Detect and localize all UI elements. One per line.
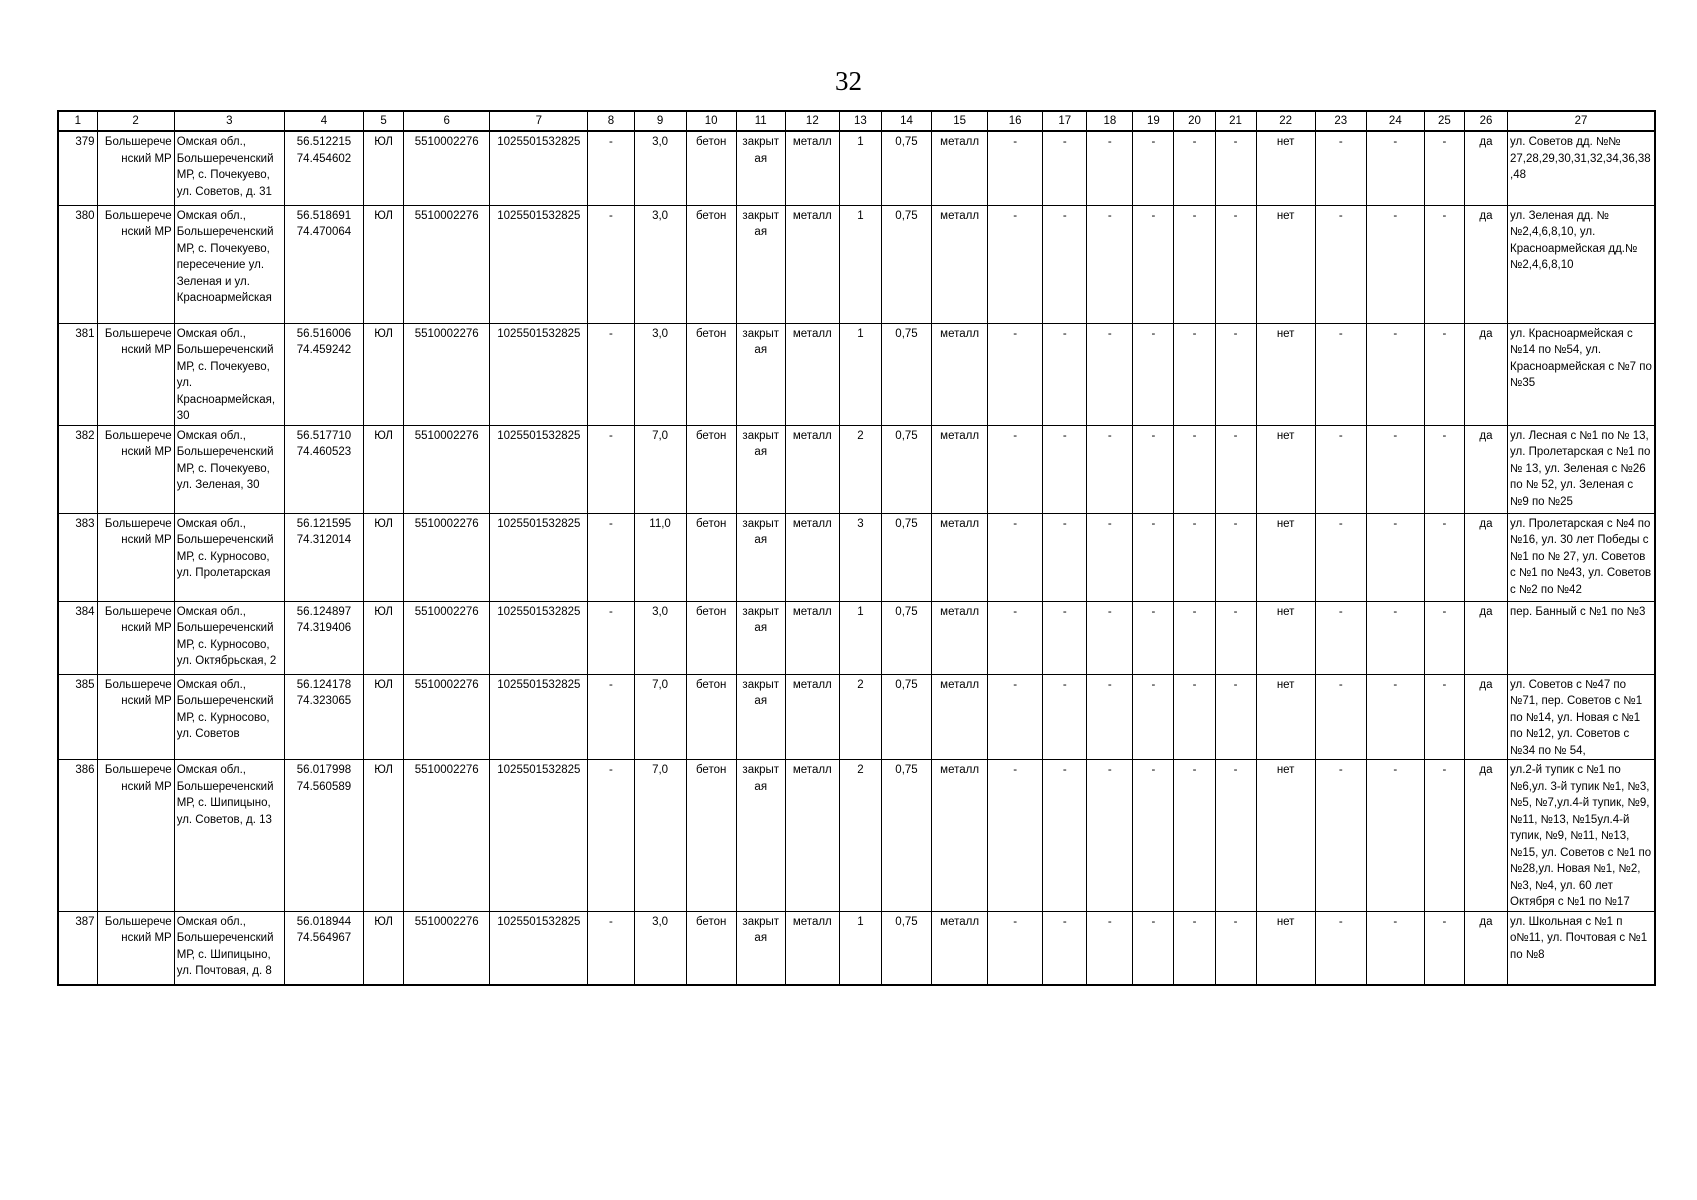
cell-c26: да [1464, 513, 1507, 601]
cell-c15: металл [932, 323, 988, 425]
cell-c24: - [1366, 601, 1424, 674]
cell-address: Омская обл., Большереченский МР, с. Почекуево, пересечение ул. Зеленая и ул. Красноармейская [174, 205, 284, 323]
cell-c12: металл [785, 601, 839, 674]
cell-coords: 56.512215 74.454602 [284, 131, 363, 205]
cell-coords: 56.517710 74.460523 [284, 425, 363, 513]
table-row [58, 323, 1655, 425]
column-header-23: 23 [1315, 111, 1366, 131]
cell-c8: - [588, 674, 634, 760]
cell-c27: ул. Школьная с №1 п о№11, ул. Почтовая с №1 по №8 [1508, 911, 1655, 985]
cell-c15: металл [932, 601, 988, 674]
table-row [58, 674, 1655, 760]
cell-c16: - [988, 425, 1043, 513]
table-row [58, 760, 1655, 912]
column-header-8: 8 [588, 111, 634, 131]
cell-c11: закрыт ая [736, 674, 785, 760]
column-header-9: 9 [634, 111, 686, 131]
cell-c19: - [1133, 601, 1174, 674]
column-header-3: 3 [174, 111, 284, 131]
cell-c27: ул. Зеленая дд. №№2,4,6,8,10, ул. Красноармейская дд.№№2,4,6,8,10 [1508, 205, 1655, 323]
cell-c26: да [1464, 323, 1507, 425]
cell-c17: - [1043, 513, 1087, 601]
cell-c20: - [1174, 131, 1215, 205]
cell-c18: - [1087, 425, 1133, 513]
cell-c13: 1 [839, 323, 881, 425]
cell-c13: 1 [839, 601, 881, 674]
cell-c10: бетон [686, 425, 736, 513]
column-header-7: 7 [490, 111, 588, 131]
cell-c22: нет [1256, 425, 1315, 513]
cell-c25: - [1424, 911, 1464, 985]
cell-c12: металл [785, 760, 839, 912]
cell-coords: 56.516006 74.459242 [284, 323, 363, 425]
cell-c26: да [1464, 911, 1507, 985]
cell-c13: 1 [839, 911, 881, 985]
cell-c9: 3,0 [634, 601, 686, 674]
cell-district: Большереченский МР [97, 760, 174, 912]
cell-c26: да [1464, 425, 1507, 513]
cell-c19: - [1133, 131, 1174, 205]
column-header-12: 12 [785, 111, 839, 131]
cell-c14: 0,75 [881, 131, 931, 205]
cell-c11: закрыт ая [736, 425, 785, 513]
cell-c10: бетон [686, 760, 736, 912]
cell-c12: металл [785, 425, 839, 513]
cell-c26: да [1464, 760, 1507, 912]
cell-address: Омская обл., Большереченский МР, с. Курносово, ул. Советов [174, 674, 284, 760]
cell-c24: - [1366, 425, 1424, 513]
cell-inn: 5510002276 [404, 323, 490, 425]
cell-c27: ул. Лесная с №1 по № 13, ул. Пролетарская с №1 по № 13, ул. Зеленая с №26 по № 52, ул. Зеленая с №9 по №25 [1508, 425, 1655, 513]
cell-c8: - [588, 131, 634, 205]
table-row [58, 425, 1655, 513]
cell-c25: - [1424, 601, 1464, 674]
cell-num: 381 [58, 323, 97, 425]
cell-c15: металл [932, 131, 988, 205]
cell-c25: - [1424, 513, 1464, 601]
cell-c12: металл [785, 323, 839, 425]
cell-c17: - [1043, 425, 1087, 513]
cell-c8: - [588, 205, 634, 323]
column-header-18: 18 [1087, 111, 1133, 131]
cell-c11: закрыт ая [736, 513, 785, 601]
cell-c14: 0,75 [881, 513, 931, 601]
cell-c23: - [1315, 205, 1366, 323]
column-header-1: 1 [58, 111, 97, 131]
cell-c27: ул. Советов с №47 по №71, пер. Советов с №1 по №14, ул. Новая с №1 по №12, ул. Советов с №34 по № 54, [1508, 674, 1655, 760]
column-header-27: 27 [1508, 111, 1655, 131]
cell-ogrn: 1025501532825 [490, 760, 588, 912]
table-row [58, 131, 1655, 205]
cell-ogrn: 1025501532825 [490, 425, 588, 513]
cell-c9: 3,0 [634, 131, 686, 205]
cell-address: Омская обл., Большереченский МР, с. Почекуево, ул. Зеленая, 30 [174, 425, 284, 513]
cell-c18: - [1087, 205, 1133, 323]
cell-c27: ул. Пролетарская с №4 по №16, ул. 30 лет Победы с №1 по № 27, ул. Советов с №1 по №43, ул. Советов с №2 по №42 [1508, 513, 1655, 601]
cell-ogrn: 1025501532825 [490, 205, 588, 323]
cell-c15: металл [932, 760, 988, 912]
cell-c15: металл [932, 911, 988, 985]
cell-c13: 3 [839, 513, 881, 601]
cell-inn: 5510002276 [404, 425, 490, 513]
cell-c18: - [1087, 131, 1133, 205]
table-row [58, 205, 1655, 323]
column-header-11: 11 [736, 111, 785, 131]
cell-c14: 0,75 [881, 205, 931, 323]
cell-c19: - [1133, 760, 1174, 912]
cell-num: 380 [58, 205, 97, 323]
cell-c13: 2 [839, 674, 881, 760]
cell-inn: 5510002276 [404, 674, 490, 760]
cell-inn: 5510002276 [404, 911, 490, 985]
cell-c16: - [988, 513, 1043, 601]
cell-c23: - [1315, 911, 1366, 985]
cell-owner-type: ЮЛ [364, 425, 404, 513]
cell-coords: 56.518691 74.470064 [284, 205, 363, 323]
cell-c23: - [1315, 425, 1366, 513]
cell-c20: - [1174, 205, 1215, 323]
cell-c19: - [1133, 911, 1174, 985]
cell-c21: - [1215, 323, 1256, 425]
cell-num: 385 [58, 674, 97, 760]
cell-c11: закрыт ая [736, 911, 785, 985]
cell-c14: 0,75 [881, 323, 931, 425]
cell-district: Большереченский МР [97, 323, 174, 425]
column-header-24: 24 [1366, 111, 1424, 131]
cell-c20: - [1174, 911, 1215, 985]
cell-address: Омская обл., Большереченский МР, с. Почекуево, ул. Советов, д. 31 [174, 131, 284, 205]
cell-inn: 5510002276 [404, 205, 490, 323]
cell-c19: - [1133, 205, 1174, 323]
cell-coords: 56.121595 74.312014 [284, 513, 363, 601]
cell-c20: - [1174, 601, 1215, 674]
table-row [58, 601, 1655, 674]
column-header-16: 16 [988, 111, 1043, 131]
cell-c9: 7,0 [634, 425, 686, 513]
cell-c23: - [1315, 674, 1366, 760]
cell-c24: - [1366, 674, 1424, 760]
cell-owner-type: ЮЛ [364, 323, 404, 425]
cell-c25: - [1424, 674, 1464, 760]
cell-c26: да [1464, 205, 1507, 323]
cell-c20: - [1174, 323, 1215, 425]
cell-c16: - [988, 131, 1043, 205]
cell-inn: 5510002276 [404, 513, 490, 601]
cell-c22: нет [1256, 323, 1315, 425]
cell-ogrn: 1025501532825 [490, 674, 588, 760]
cell-c14: 0,75 [881, 601, 931, 674]
cell-c20: - [1174, 425, 1215, 513]
column-header-17: 17 [1043, 111, 1087, 131]
cell-c23: - [1315, 513, 1366, 601]
cell-c13: 2 [839, 760, 881, 912]
cell-district: Большереченский МР [97, 425, 174, 513]
cell-owner-type: ЮЛ [364, 513, 404, 601]
cell-c26: да [1464, 601, 1507, 674]
column-header-10: 10 [686, 111, 736, 131]
cell-c16: - [988, 601, 1043, 674]
cell-c21: - [1215, 760, 1256, 912]
cell-owner-type: ЮЛ [364, 674, 404, 760]
cell-owner-type: ЮЛ [364, 131, 404, 205]
cell-c14: 0,75 [881, 425, 931, 513]
cell-address: Омская обл., Большереченский МР, с. Курносово, ул. Октябрьская, 2 [174, 601, 284, 674]
column-header-2: 2 [97, 111, 174, 131]
cell-c25: - [1424, 323, 1464, 425]
table-body [58, 131, 1655, 985]
cell-c10: бетон [686, 601, 736, 674]
cell-c16: - [988, 674, 1043, 760]
column-header-26: 26 [1464, 111, 1507, 131]
cell-c8: - [588, 513, 634, 601]
cell-c22: нет [1256, 911, 1315, 985]
cell-c17: - [1043, 601, 1087, 674]
cell-c8: - [588, 601, 634, 674]
cell-c19: - [1133, 323, 1174, 425]
cell-owner-type: ЮЛ [364, 911, 404, 985]
cell-c10: бетон [686, 911, 736, 985]
cell-c18: - [1087, 513, 1133, 601]
cell-c25: - [1424, 760, 1464, 912]
cell-c8: - [588, 760, 634, 912]
cell-c15: металл [932, 674, 988, 760]
cell-c9: 11,0 [634, 513, 686, 601]
cell-ogrn: 1025501532825 [490, 601, 588, 674]
cell-c21: - [1215, 674, 1256, 760]
cell-c9: 7,0 [634, 760, 686, 912]
cell-c19: - [1133, 674, 1174, 760]
cell-c23: - [1315, 131, 1366, 205]
cell-c24: - [1366, 205, 1424, 323]
cell-c26: да [1464, 131, 1507, 205]
cell-c25: - [1424, 131, 1464, 205]
cell-c18: - [1087, 674, 1133, 760]
cell-c27: пер. Банный с №1 по №3 [1508, 601, 1655, 674]
cell-c17: - [1043, 323, 1087, 425]
cell-c14: 0,75 [881, 674, 931, 760]
cell-c27: ул. Красноармейская с №14 по №54, ул. Красноармейская с №7 по №35 [1508, 323, 1655, 425]
cell-ogrn: 1025501532825 [490, 911, 588, 985]
column-header-25: 25 [1424, 111, 1464, 131]
cell-c9: 7,0 [634, 674, 686, 760]
cell-c12: металл [785, 674, 839, 760]
cell-c15: металл [932, 205, 988, 323]
cell-c11: закрыт ая [736, 323, 785, 425]
column-header-4: 4 [284, 111, 363, 131]
table-row [58, 911, 1655, 985]
column-header-13: 13 [839, 111, 881, 131]
cell-c24: - [1366, 131, 1424, 205]
cell-c11: закрыт ая [736, 205, 785, 323]
cell-c16: - [988, 760, 1043, 912]
cell-coords: 56.018944 74.564967 [284, 911, 363, 985]
cell-c17: - [1043, 911, 1087, 985]
cell-c15: металл [932, 425, 988, 513]
cell-c18: - [1087, 760, 1133, 912]
cell-owner-type: ЮЛ [364, 205, 404, 323]
header-row [58, 111, 1655, 131]
cell-c17: - [1043, 131, 1087, 205]
cell-c16: - [988, 911, 1043, 985]
cell-num: 383 [58, 513, 97, 601]
cell-c27: ул. Советов дд. №№ 27,28,29,30,31,32,34,36,38,48 [1508, 131, 1655, 205]
column-header-21: 21 [1215, 111, 1256, 131]
cell-c21: - [1215, 205, 1256, 323]
cell-c24: - [1366, 911, 1424, 985]
cell-c12: металл [785, 911, 839, 985]
cell-c14: 0,75 [881, 760, 931, 912]
cell-c21: - [1215, 131, 1256, 205]
cell-c22: нет [1256, 131, 1315, 205]
cell-c14: 0,75 [881, 911, 931, 985]
column-header-20: 20 [1174, 111, 1215, 131]
cell-c20: - [1174, 760, 1215, 912]
cell-address: Омская обл., Большереченский МР, с. Курносово, ул. Пролетарская [174, 513, 284, 601]
column-header-22: 22 [1256, 111, 1315, 131]
cell-district: Большереченский МР [97, 674, 174, 760]
cell-c17: - [1043, 205, 1087, 323]
cell-c10: бетон [686, 674, 736, 760]
cell-c16: - [988, 205, 1043, 323]
cell-num: 384 [58, 601, 97, 674]
cell-c21: - [1215, 425, 1256, 513]
column-header-19: 19 [1133, 111, 1174, 131]
cell-inn: 5510002276 [404, 131, 490, 205]
cell-c23: - [1315, 601, 1366, 674]
cell-c8: - [588, 323, 634, 425]
cell-c27: ул.2-й тупик с №1 по №6,ул. 3-й тупик №1, №3, №5, №7,ул.4-й тупик, №9, №11, №13, №15ул.4-й тупик, №9, №11, №13, №15, ул. Советов с №1 по №28,ул. Новая №1, №2, №3, №4, ул. 60 лет Октября с №1 по №17 [1508, 760, 1655, 912]
cell-c24: - [1366, 323, 1424, 425]
cell-c18: - [1087, 323, 1133, 425]
cell-c12: металл [785, 131, 839, 205]
cell-c18: - [1087, 911, 1133, 985]
cell-ogrn: 1025501532825 [490, 323, 588, 425]
cell-c26: да [1464, 674, 1507, 760]
column-header-5: 5 [364, 111, 404, 131]
cell-c9: 3,0 [634, 205, 686, 323]
cell-c10: бетон [686, 205, 736, 323]
cell-c17: - [1043, 674, 1087, 760]
cell-c22: нет [1256, 760, 1315, 912]
cell-c24: - [1366, 760, 1424, 912]
cell-c22: нет [1256, 513, 1315, 601]
cell-owner-type: ЮЛ [364, 760, 404, 912]
cell-c22: нет [1256, 674, 1315, 760]
cell-c11: закрыт ая [736, 601, 785, 674]
cell-num: 382 [58, 425, 97, 513]
cell-c16: - [988, 323, 1043, 425]
cell-coords: 56.124897 74.319406 [284, 601, 363, 674]
cell-c13: 2 [839, 425, 881, 513]
cell-district: Большереченский МР [97, 131, 174, 205]
cell-coords: 56.017998 74.560589 [284, 760, 363, 912]
cell-c20: - [1174, 513, 1215, 601]
cell-c13: 1 [839, 131, 881, 205]
cell-c9: 3,0 [634, 911, 686, 985]
cell-num: 379 [58, 131, 97, 205]
cell-ogrn: 1025501532825 [490, 131, 588, 205]
cell-c18: - [1087, 601, 1133, 674]
cell-owner-type: ЮЛ [364, 601, 404, 674]
cell-c21: - [1215, 911, 1256, 985]
cell-c17: - [1043, 760, 1087, 912]
cell-c20: - [1174, 674, 1215, 760]
cell-inn: 5510002276 [404, 601, 490, 674]
cell-c8: - [588, 425, 634, 513]
column-header-15: 15 [932, 111, 988, 131]
cell-c25: - [1424, 425, 1464, 513]
cell-c13: 1 [839, 205, 881, 323]
cell-c11: закрыт ая [736, 760, 785, 912]
cell-address: Омская обл., Большереченский МР, с. Почекуево, ул. Красноармейская, 30 [174, 323, 284, 425]
cell-c12: металл [785, 513, 839, 601]
cell-c21: - [1215, 601, 1256, 674]
cell-c19: - [1133, 513, 1174, 601]
cell-district: Большереченский МР [97, 911, 174, 985]
cell-c12: металл [785, 205, 839, 323]
cell-c19: - [1133, 425, 1174, 513]
cell-c24: - [1366, 513, 1424, 601]
cell-c23: - [1315, 760, 1366, 912]
cell-num: 386 [58, 760, 97, 912]
cell-c25: - [1424, 205, 1464, 323]
cell-c22: нет [1256, 601, 1315, 674]
cell-district: Большереченский МР [97, 513, 174, 601]
cell-address: Омская обл., Большереченский МР, с. Шипицыно, ул. Почтовая, д. 8 [174, 911, 284, 985]
container-sites-table [57, 110, 1656, 986]
cell-c10: бетон [686, 513, 736, 601]
cell-c10: бетон [686, 131, 736, 205]
cell-c9: 3,0 [634, 323, 686, 425]
table-row [58, 513, 1655, 601]
column-header-14: 14 [881, 111, 931, 131]
column-header-6: 6 [404, 111, 490, 131]
cell-coords: 56.124178 74.323065 [284, 674, 363, 760]
cell-c22: нет [1256, 205, 1315, 323]
cell-num: 387 [58, 911, 97, 985]
cell-address: Омская обл., Большереченский МР, с. Шипицыно, ул. Советов, д. 13 [174, 760, 284, 912]
cell-district: Большереченский МР [97, 205, 174, 323]
cell-c8: - [588, 911, 634, 985]
cell-c15: металл [932, 513, 988, 601]
cell-c23: - [1315, 323, 1366, 425]
page-number: 32 [835, 66, 862, 96]
cell-c21: - [1215, 513, 1256, 601]
cell-c10: бетон [686, 323, 736, 425]
cell-ogrn: 1025501532825 [490, 513, 588, 601]
cell-district: Большереченский МР [97, 601, 174, 674]
cell-c11: закрыт ая [736, 131, 785, 205]
cell-inn: 5510002276 [404, 760, 490, 912]
